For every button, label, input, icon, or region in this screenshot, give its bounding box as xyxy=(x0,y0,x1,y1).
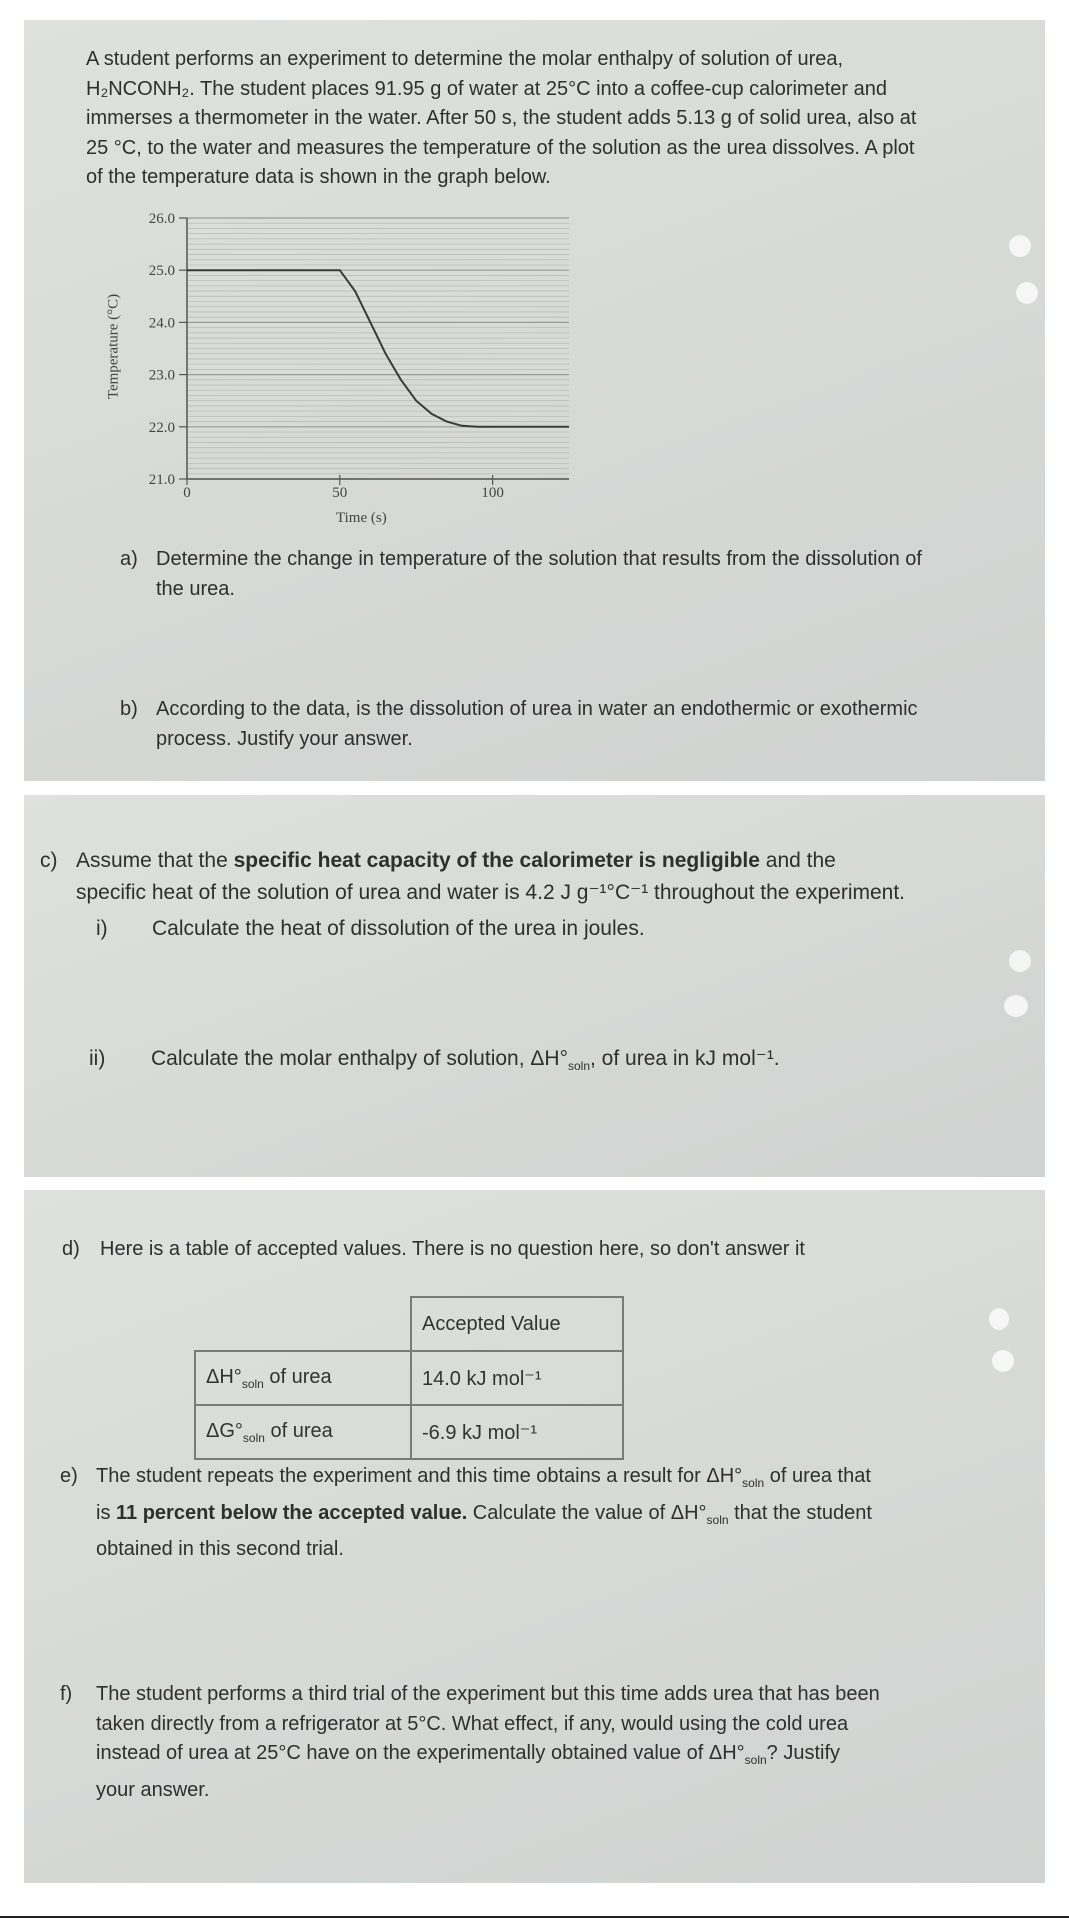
question-e-label: e) xyxy=(60,1465,78,1487)
question-d xyxy=(62,1235,1022,1265)
soln-subscript: soln xyxy=(706,1512,729,1527)
quantity-text: of urea xyxy=(263,1365,332,1388)
question-e-text: The student repeats the experiment and this time obtains a result for ΔH° xyxy=(96,1465,743,1487)
question-d-label: d) xyxy=(62,1238,80,1260)
question-e-line xyxy=(96,1499,1050,1536)
chart-y-tick-label: 26.0 xyxy=(148,211,175,227)
screen-glare xyxy=(1004,995,1028,1017)
question-c-ii-label: ii) xyxy=(89,1047,106,1070)
table-row xyxy=(195,1351,623,1405)
question-a-label: a) xyxy=(120,548,138,570)
question-c-emphasis: specific heat capacity of the calorimeter is negligible xyxy=(233,849,760,872)
question-d-text: Here is a table of accepted values. There is no question here, so don't answer it xyxy=(100,1238,805,1260)
table-cell-quantity xyxy=(195,1405,411,1459)
worksheet-section-c xyxy=(24,795,1045,1177)
chart-grid xyxy=(187,218,569,479)
question-f-line xyxy=(96,1739,1050,1776)
screen-glare xyxy=(992,1350,1014,1372)
intro-line: immerses a thermometer in the water. After 50 s, the student adds 5.13 g of solid urea, also at xyxy=(86,107,917,129)
temperature-chart xyxy=(24,20,1045,781)
question-e-text: that the student xyxy=(728,1501,872,1524)
question-c-ii-text xyxy=(151,1047,780,1074)
table-cell-value: -6.9 kJ mol⁻¹ xyxy=(411,1405,623,1459)
question-f xyxy=(60,1680,1050,1805)
question-a-text: the urea. xyxy=(156,577,235,600)
question-b-label: b) xyxy=(120,698,138,720)
table-cell-empty xyxy=(195,1297,411,1351)
question-b xyxy=(120,695,1040,754)
question-c-i xyxy=(96,913,996,945)
quantity-symbol: ΔH° xyxy=(206,1365,242,1388)
intro-text: The student places 91.95 g of water at 25°C into a coffee-cup calorimeter and xyxy=(194,77,887,100)
question-f-line: The student performs a third trial of the experiment but this time adds urea that has been xyxy=(96,1683,880,1705)
question-e xyxy=(60,1462,1050,1565)
question-c-i-text: Calculate the heat of dissolution of the urea in joules. xyxy=(152,917,645,940)
table-header: Accepted Value xyxy=(411,1297,623,1351)
intro-line: of the temperature data is shown in the graph below. xyxy=(86,166,551,188)
soln-subscript: soln xyxy=(567,1059,590,1074)
soln-subscript: soln xyxy=(742,1476,765,1490)
accepted-values-table xyxy=(194,1296,624,1460)
question-c-ii xyxy=(89,1043,989,1082)
chart-x-tick-label: 0 xyxy=(183,485,191,501)
question-c-ii-part: , of urea in kJ mol⁻¹. xyxy=(590,1047,780,1070)
question-e-text: of urea that xyxy=(764,1465,871,1487)
question-e-line xyxy=(96,1462,1050,1499)
question-c-text: and the xyxy=(759,849,836,872)
question-f-line: your answer. xyxy=(96,1778,210,1801)
quantity-text: of urea xyxy=(264,1419,333,1442)
question-a xyxy=(120,545,1040,604)
question-f-text: instead of urea at 25°C have on the experimentally obtained value of ΔH° xyxy=(96,1742,745,1764)
chart-x-tick-label: 100 xyxy=(481,485,504,501)
quantity-symbol: ΔG° xyxy=(206,1419,243,1442)
question-e-text: is xyxy=(96,1501,116,1524)
table-row xyxy=(195,1405,623,1459)
soln-subscript: soln xyxy=(744,1753,767,1767)
question-b-text: process. Justify your answer. xyxy=(156,727,413,750)
chart-y-tick-label: 24.0 xyxy=(148,315,175,332)
chart-xlabel: Time (s) xyxy=(336,510,387,526)
table-cell-value: 14.0 kJ mol⁻¹ xyxy=(411,1351,623,1405)
question-c-i-label: i) xyxy=(96,917,108,940)
question-c-label: c) xyxy=(40,849,58,872)
question-c-line xyxy=(76,845,1040,877)
chart-y-tick-label: 23.0 xyxy=(148,367,175,384)
chart-y-tick-label: 22.0 xyxy=(148,419,175,436)
screen-glare xyxy=(1009,235,1031,257)
table-cell-quantity xyxy=(195,1351,411,1405)
soln-subscript: soln xyxy=(241,1376,264,1391)
table-row xyxy=(195,1297,623,1351)
chart-ylabel: Temperature (°C) xyxy=(105,293,122,400)
screen-glare xyxy=(1016,282,1038,304)
chart-y-tick-label: 21.0 xyxy=(148,472,175,488)
question-e-line: obtained in this second trial. xyxy=(96,1538,344,1560)
question-a-text: Determine the change in temperature of the solution that results from the dissolution of xyxy=(156,548,922,570)
question-c-line: specific heat of the solution of urea and water is 4.2 J g⁻¹°C⁻¹ throughout the experiment. xyxy=(76,881,906,904)
soln-subscript: soln xyxy=(242,1430,265,1445)
intro-line: A student performs an experiment to determine the molar enthalpy of solution of urea, xyxy=(86,48,844,70)
question-c-ii-part: Calculate the molar enthalpy of solution, ΔH° xyxy=(151,1047,568,1070)
divider xyxy=(0,1916,1069,1918)
question-e-text: Calculate the value of ΔH° xyxy=(467,1501,707,1524)
worksheet-section-d-f xyxy=(24,1190,1045,1883)
question-f-text: ? Justify xyxy=(766,1742,841,1764)
question-c xyxy=(40,845,1040,909)
screen-glare xyxy=(989,1308,1009,1330)
chart-y-tick-label: 25.0 xyxy=(148,263,175,280)
worksheet-section-intro xyxy=(24,20,1045,781)
intro-line: 25 °C, to the water and measures the temperature of the solution as the urea dissolves. A plot xyxy=(86,136,915,159)
question-c-text: Assume that the xyxy=(76,849,234,872)
question-f-line: taken directly from a refrigerator at 5°C. What effect, if any, would using the cold urea xyxy=(96,1712,849,1735)
urea-formula: H₂NCONH₂. xyxy=(86,77,195,100)
chart-x-tick-label: 50 xyxy=(332,485,348,501)
question-f-label: f) xyxy=(60,1683,73,1705)
question-b-text: According to the data, is the dissolution of urea in water an endothermic or exothermic xyxy=(156,698,918,720)
question-e-emphasis: 11 percent below the accepted value. xyxy=(116,1501,468,1524)
screen-glare xyxy=(1009,950,1031,972)
